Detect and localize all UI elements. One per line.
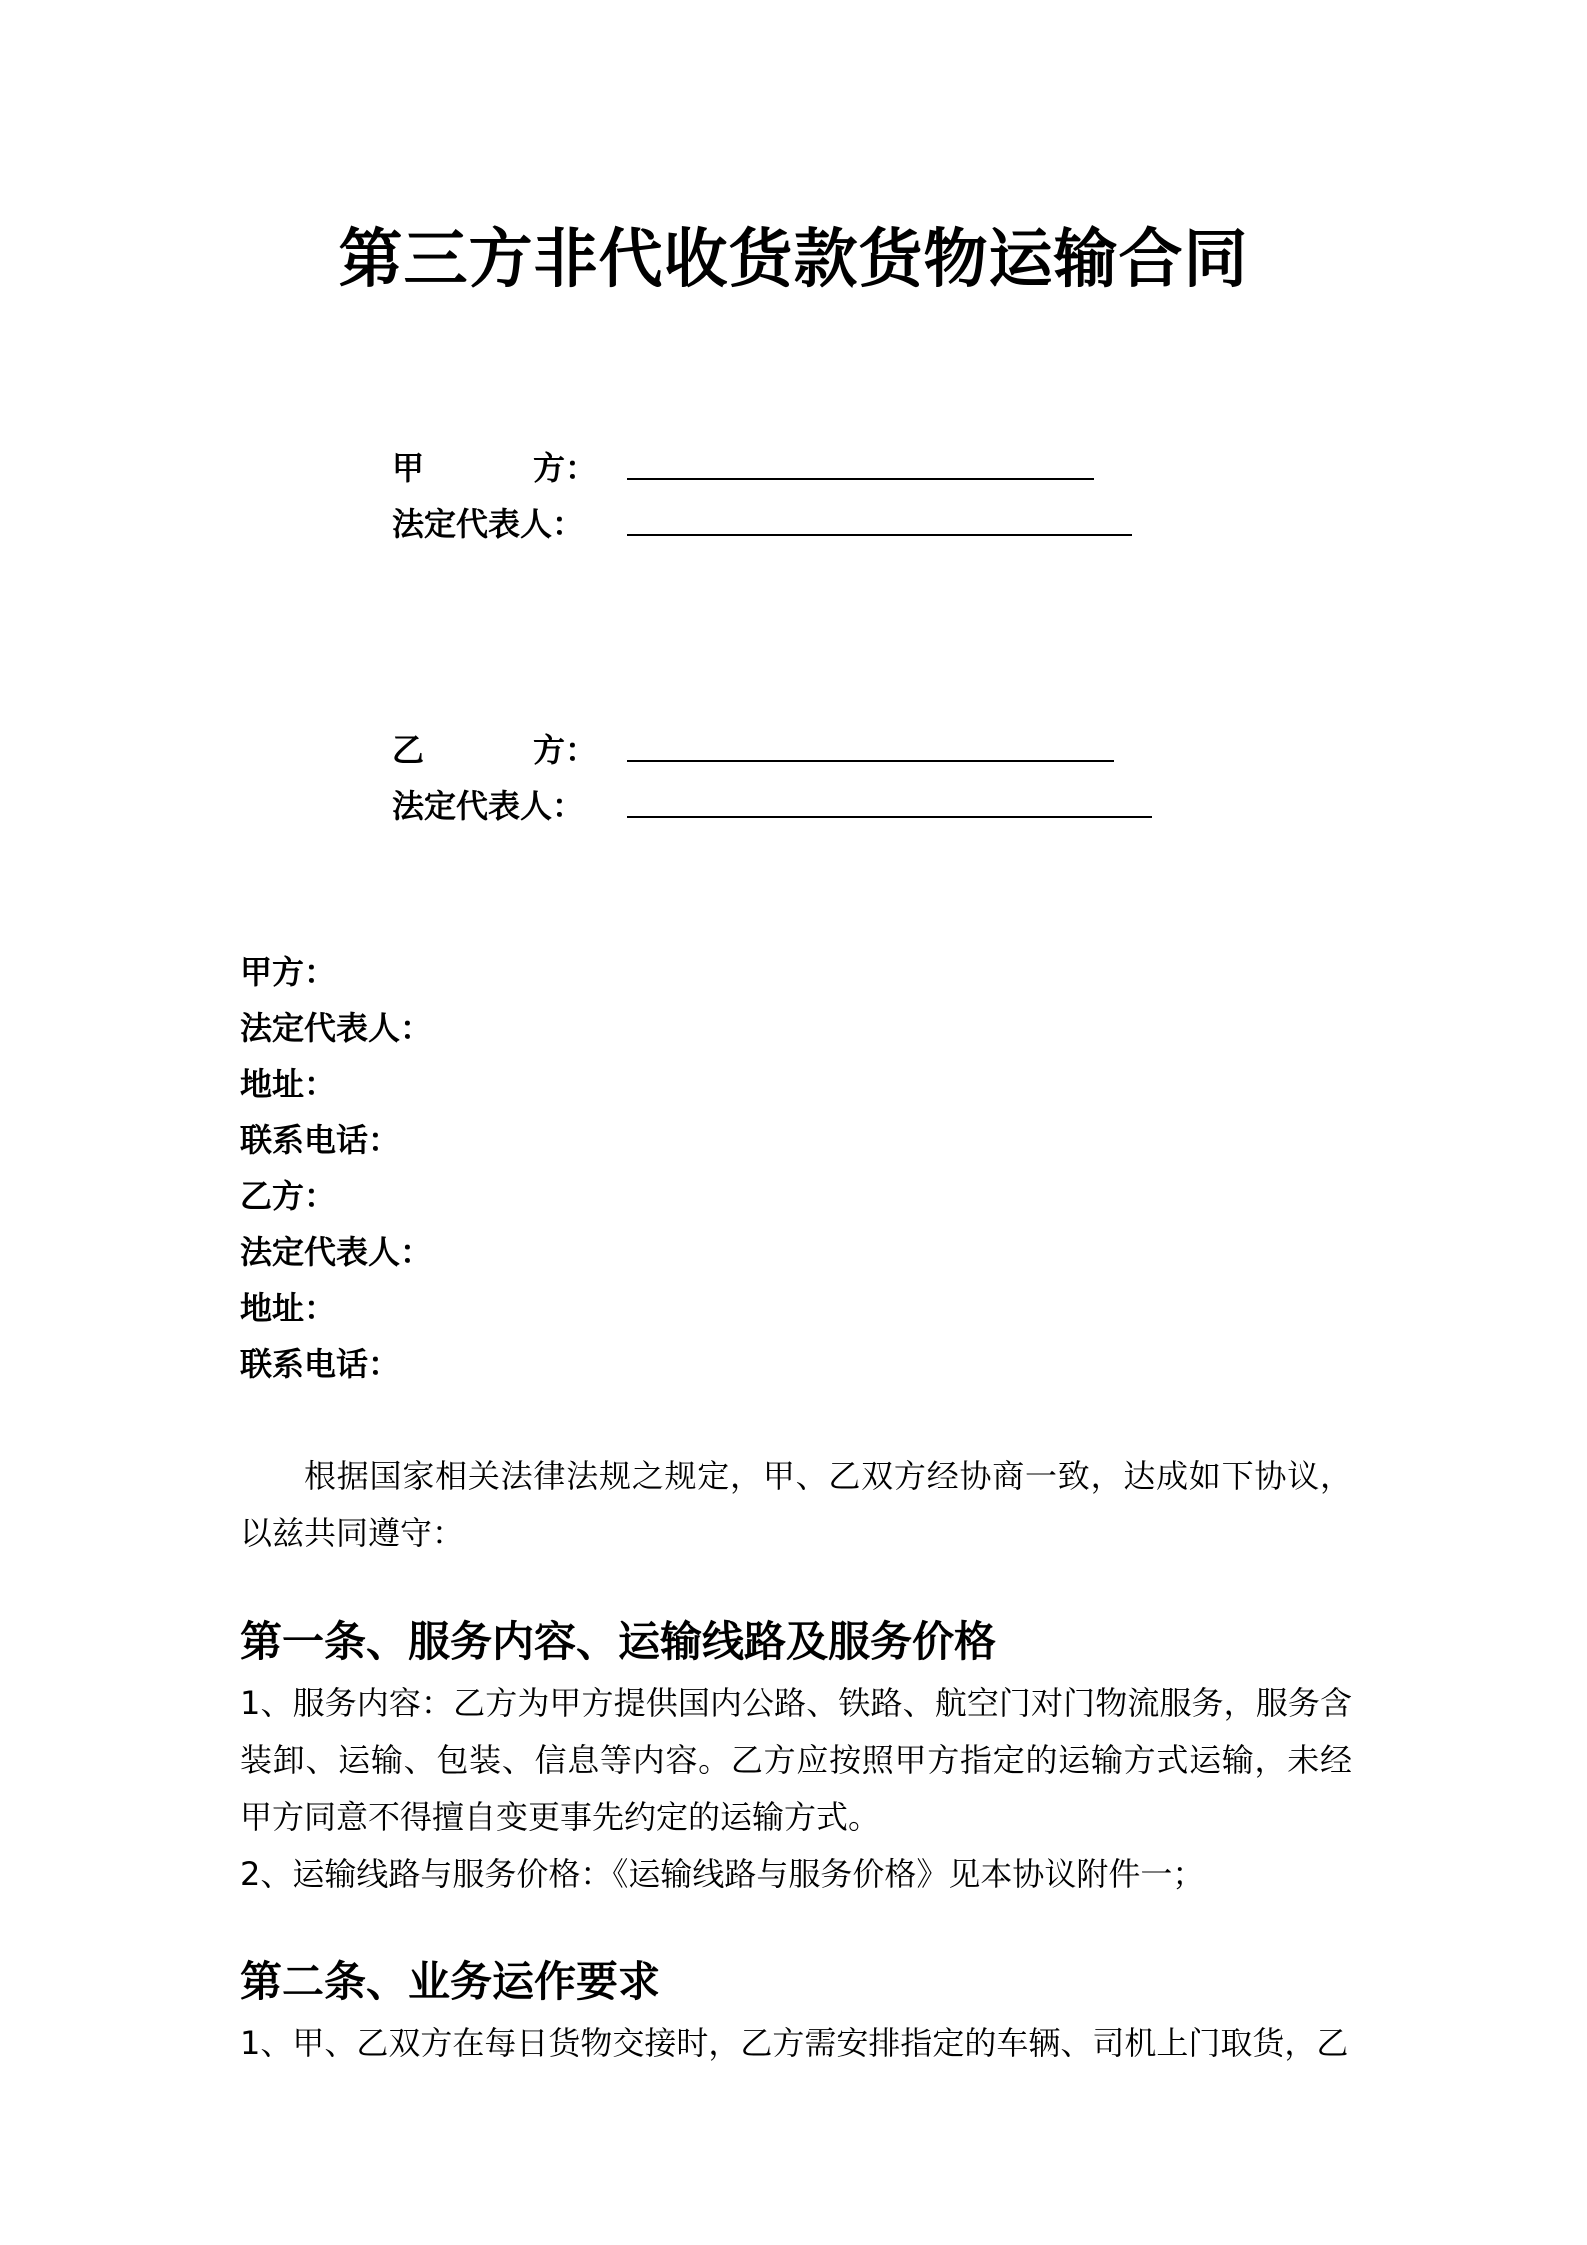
party-b-signature-block <box>392 716 1152 828</box>
party-a-label-char: 甲 <box>392 449 425 487</box>
party-a-rep-blank-line[interactable] <box>627 524 1132 536</box>
party-info-list <box>240 944 432 1392</box>
article-1-heading: 第一条、服务内容、运输线路及服务价格 <box>240 1617 997 1666</box>
party-b-label <box>392 728 597 772</box>
party-b-label-suffix: 方： <box>532 731 597 769</box>
party-b-name-field: 乙方： <box>240 1177 337 1215</box>
party-a-row <box>392 434 1132 490</box>
document-title: 第三方非代收货款货物运输合同 <box>338 223 1249 297</box>
article-1-paragraph-2: 2、运输线路与服务价格：《运输线路与服务价格》见本协议附件一； <box>240 1855 1205 1893</box>
party-b-label-char: 乙 <box>392 731 425 769</box>
party-a-address-field: 地址： <box>240 1065 337 1103</box>
party-b-rep-label-text: 法定代表人： <box>392 787 585 825</box>
party-b-rep-field: 法定代表人： <box>240 1233 433 1271</box>
party-b-blank-line[interactable] <box>627 750 1114 762</box>
party-b-rep-row <box>392 772 1152 828</box>
party-b-row <box>392 716 1152 772</box>
party-a-name-field: 甲方： <box>240 953 337 991</box>
preamble-paragraph: 根据国家相关法律法规之规定，甲、乙双方经协商一致，达成如下协议，以兹共同遵守： <box>240 1457 1352 1552</box>
party-a-label <box>392 446 597 490</box>
article-1-paragraph-1: 1、服务内容：乙方为甲方提供国内公路、铁路、航空门对门物流服务，服务含装卸、运输、包装、信息等内容。乙方应按照甲方指定的运输方式运输，未经甲方同意不得擅自变更事先约定的运输方式。 <box>240 1684 1352 1836</box>
article-2-heading: 第二条、业务运作要求 <box>240 1957 661 2006</box>
party-a-blank-line[interactable] <box>627 468 1094 480</box>
party-a-rep-label-text: 法定代表人： <box>392 505 585 543</box>
party-b-address-field: 地址： <box>240 1289 337 1327</box>
article-1-body <box>240 1675 1352 1903</box>
article-2-paragraph-1: 1、甲、乙双方在每日货物交接时，乙方需安排指定的车辆、司机上门取货，乙 <box>240 2024 1349 2062</box>
party-a-phone-field: 联系电话： <box>240 1121 401 1159</box>
party-a-label-suffix: 方： <box>532 449 597 487</box>
article-2-body <box>240 2015 1352 2072</box>
preamble <box>240 1448 1352 1562</box>
party-b-rep-label <box>392 784 597 828</box>
party-a-rep-label <box>392 502 597 546</box>
party-a-signature-block <box>392 434 1132 546</box>
party-a-rep-field: 法定代表人： <box>240 1009 433 1047</box>
party-b-rep-blank-line[interactable] <box>627 806 1152 818</box>
party-b-phone-field: 联系电话： <box>240 1345 401 1383</box>
party-a-rep-row <box>392 490 1132 546</box>
